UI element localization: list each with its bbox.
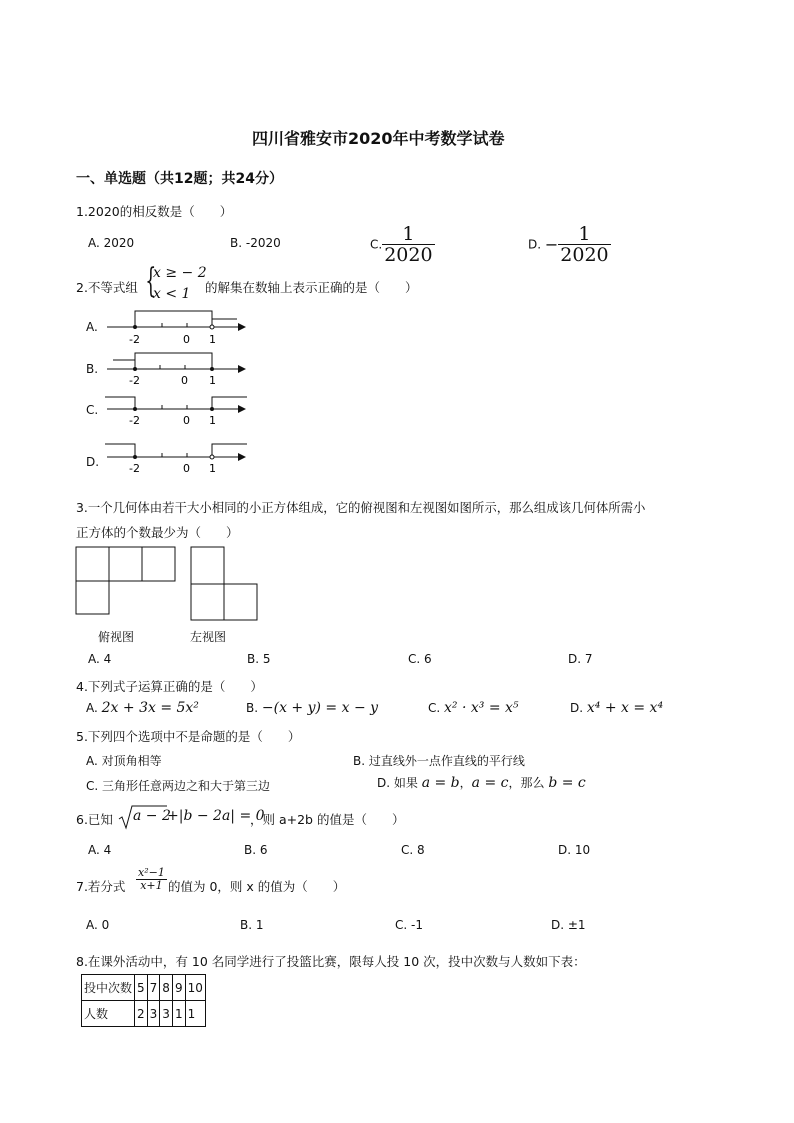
- q4-option-d-expr: x⁴ + x = x⁴: [586, 700, 664, 716]
- q2-system-line2: x < 1: [153, 286, 191, 302]
- q7-option-a: A. 0: [86, 918, 110, 932]
- option-prefix: B.: [246, 701, 259, 715]
- tick-label: 1: [209, 462, 216, 475]
- q8-stem: 8.在课外活动中，有 10 名同学进行了投篮比赛，限每人投 10 次，投中次数与人数如下表：: [76, 954, 586, 969]
- tick-label: 1: [209, 414, 216, 427]
- fraction-numerator: x²−1: [138, 866, 165, 879]
- table-cell: 投中次数: [82, 975, 135, 1001]
- q3-stem-line1: 3.一个几何体由若干大小相同的小正方体组成，它的俯视图和左视图如图所示，那么组成该几何体所需小: [76, 500, 646, 515]
- table-cell: 7: [147, 975, 160, 1001]
- q4-option-c-expr: x² · x³ = x⁵: [444, 700, 519, 716]
- q2-label-a: A.: [86, 320, 98, 334]
- fraction-denominator: 2020: [384, 244, 433, 266]
- fraction-denominator: 2020: [560, 244, 609, 266]
- math-expr: a = c: [471, 775, 509, 791]
- q2-label-d: D.: [86, 455, 100, 469]
- q6-option-b: B. 6: [244, 843, 268, 857]
- q5-option-a: A. 对顶角相等: [86, 754, 162, 768]
- option-prefix: A.: [86, 701, 98, 715]
- option-prefix: C.: [428, 701, 441, 715]
- q5-stem: 5.下列四个选项中不是命题的是（ ）: [76, 729, 301, 744]
- q2-stem-post: 的解集在数轴上表示正确的是（ ）: [205, 280, 418, 295]
- q5-option-b: B. 过直线外一点作直线的平行线: [353, 754, 525, 768]
- q4-option-c: [428, 700, 519, 716]
- minus-sign: −: [544, 235, 559, 254]
- q3-option-d: D. 7: [568, 652, 593, 666]
- option-prefix: D.: [570, 701, 584, 715]
- tick-label: -2: [129, 374, 140, 387]
- number-line-d: [105, 444, 247, 475]
- number-line-b: [107, 353, 245, 387]
- table-row: [82, 975, 206, 1001]
- table-cell: 10: [185, 975, 205, 1001]
- q3-left-view: [190, 546, 260, 622]
- page-title: 四川省雅安市2020年中考数学试卷: [252, 129, 505, 148]
- q7-stem-pre: 7.若分式: [76, 879, 126, 894]
- q7-option-c: C. -1: [395, 918, 423, 932]
- q4-option-b-expr: −(x + y) = x − y: [261, 700, 379, 716]
- table-cell: 5: [135, 975, 148, 1001]
- fraction-numerator: 1: [558, 224, 610, 245]
- q6-option-a: A. 4: [88, 843, 112, 857]
- q2-system-brace: {: [145, 261, 157, 301]
- q3-option-c: C. 6: [408, 652, 432, 666]
- q7-stem-post: 的值为 0，则 x 的值为（ ）: [168, 879, 346, 894]
- tick-label: 1: [209, 333, 216, 346]
- q1-option-b: B. -2020: [230, 236, 281, 250]
- q3-top-view-label: 俯视图: [98, 630, 135, 644]
- q2-stem-pre: 2.不等式组: [76, 280, 138, 295]
- tick-label: 0: [183, 333, 190, 346]
- q4-stem: 4.下列式子运算正确的是（ ）: [76, 679, 263, 694]
- q7-fraction: [136, 867, 167, 892]
- q6-abs-part: +|b − 2a| = 0: [167, 808, 265, 824]
- q7-fraction-container: [136, 867, 167, 892]
- q6-option-c: C. 8: [401, 843, 425, 857]
- fraction-denominator: x+1: [140, 879, 163, 892]
- q1-option-c: [370, 224, 435, 265]
- tick-label: -2: [129, 414, 140, 427]
- section-heading: 一、单选题（共12题；共24分）: [76, 171, 283, 187]
- tick-label: 0: [181, 374, 188, 387]
- q2-number-lines: [95, 308, 265, 488]
- q4-option-a-expr: 2x + 3x = 5x²: [101, 700, 199, 716]
- q6-stem-post: ，则 a+2b 的值是（ ）: [250, 812, 405, 827]
- tick-label: -2: [129, 333, 140, 346]
- q5-option-c: C. 三角形任意两边之和大于第三边: [86, 779, 271, 793]
- tick-label: 0: [183, 414, 190, 427]
- q8-table: [81, 974, 206, 1027]
- table-cell: 人数: [82, 1001, 135, 1027]
- fraction-numerator: 1: [382, 224, 434, 245]
- q3-left-view-label: 左视图: [190, 630, 227, 644]
- q1-option-d-fraction: [558, 224, 610, 265]
- q4-option-d: [570, 700, 663, 716]
- q1-option-c-fraction: [382, 224, 434, 265]
- q3-stem-line2: 正方体的个数最少为（ ）: [76, 525, 239, 540]
- table-cell: 1: [185, 1001, 205, 1027]
- tick-label: 1: [209, 374, 216, 387]
- q1-option-d-prefix: D.: [528, 237, 542, 252]
- q8-table-wrapper: [81, 974, 206, 1027]
- tick-label: -2: [129, 462, 140, 475]
- table-cell: 8: [160, 975, 173, 1001]
- option-text: D. 如果: [377, 776, 418, 790]
- q1-stem: 1.2020的相反数是（ ）: [76, 204, 233, 219]
- q6-sqrt-body: a − 2: [133, 808, 171, 824]
- table-cell: 3: [147, 1001, 160, 1027]
- number-line-c: [105, 397, 247, 427]
- table-cell: 2: [135, 1001, 148, 1027]
- q4-option-a: [86, 700, 199, 716]
- q2-system-line1: x ≥ − 2: [153, 265, 207, 281]
- q2-label-c: C.: [86, 403, 99, 417]
- q3-option-a: A. 4: [88, 652, 112, 666]
- q1-option-c-prefix: C.: [370, 237, 383, 252]
- q3-option-b: B. 5: [247, 652, 271, 666]
- q1-option-d: [528, 224, 611, 265]
- math-expr: b = c: [548, 775, 586, 791]
- q6-stem-pre: 6.已知: [76, 812, 113, 827]
- q3-top-view: [75, 546, 177, 616]
- q7-option-d: D. ±1: [551, 918, 586, 932]
- table-cell: 3: [160, 1001, 173, 1027]
- q6-option-d: D. 10: [558, 843, 591, 857]
- table-cell: 9: [172, 975, 185, 1001]
- number-line-a: [107, 311, 245, 346]
- tick-label: 0: [183, 462, 190, 475]
- table-row: [82, 1001, 206, 1027]
- q5-option-d: [377, 774, 586, 791]
- q1-option-a: A. 2020: [88, 236, 135, 250]
- q4-option-b: [246, 700, 378, 716]
- q2-label-b: B.: [86, 362, 99, 376]
- separator: ，: [459, 776, 472, 790]
- table-cell: 1: [172, 1001, 185, 1027]
- math-expr: a = b: [421, 775, 460, 791]
- option-text: ，那么: [508, 776, 545, 790]
- q7-option-b: B. 1: [240, 918, 264, 932]
